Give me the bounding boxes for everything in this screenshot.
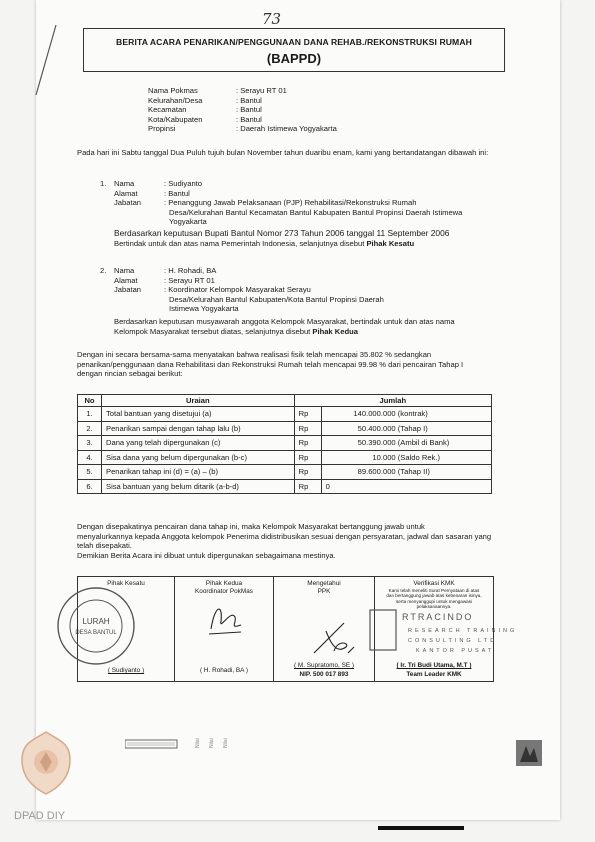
acting-text: Kelompok Masyarakat tersebut diatas, selanjutnya disebut: [114, 326, 313, 336]
closing-line: Demikian Berita Acara ini dibuat untuk dipergunakan sebagaimana mestinya.: [77, 550, 336, 560]
info-label: Propinsi: [148, 124, 176, 134]
row-amount: 10.000: [372, 452, 396, 462]
signatory-nip: NIP. 500 017 893: [299, 671, 349, 678]
table-row: [78, 407, 492, 422]
row-number: 1.: [78, 407, 102, 422]
bottom-stamp-marks: [125, 736, 245, 756]
info-value: : Daerah Istimewa Yogyakarta: [236, 124, 337, 134]
legal-basis: Berdasarkan keputusan musyawarah anggota Kelompok Masyarakat, bertindak untuk dan atas nama: [114, 316, 455, 326]
row-number: 2.: [78, 421, 102, 436]
handwritten-signature: [205, 599, 245, 639]
field-label: Alamat: [114, 275, 138, 285]
svg-text:CONSULTING LTD: CONSULTING LTD: [408, 638, 498, 644]
row-currency: Rp: [294, 450, 321, 465]
table-header-row: [78, 395, 492, 407]
field-label: Nama: [114, 179, 135, 188]
svg-text:KANTOR PUSAT: KANTOR PUSAT: [416, 648, 495, 654]
signatory-name: ( Ir. Tri Budi Utama, M.T ): [396, 662, 472, 669]
field-label: Nama: [114, 266, 135, 275]
row-note: (Ambil di Bank): [397, 438, 450, 448]
row-description: Total bantuan yang disetujui (a): [102, 407, 295, 422]
field-value: : Bantul: [164, 188, 190, 198]
svg-text:RESEARCH TRAINING: RESEARCH TRAINING: [408, 628, 518, 634]
document-subtitle: (BAPPD): [266, 51, 322, 66]
info-label: Kelurahan/Desa: [148, 95, 203, 105]
row-amount: 50.390.000: [357, 438, 396, 448]
info-value: : Bantul: [236, 95, 262, 105]
field-value: : Koordinator Kelompok Masyarakat Serayu: [164, 285, 311, 295]
fund-table: [77, 394, 492, 494]
table-row: [78, 479, 492, 494]
row-number: 5.: [78, 465, 102, 480]
party-number: 2.: [100, 266, 107, 275]
dpad-seal-logo: [18, 730, 74, 796]
party-two: [100, 266, 499, 336]
row-description: Dana yang telah dipergunakan (c): [102, 436, 295, 451]
handwritten-signature: [308, 617, 358, 661]
row-description: Penarikan sampai dengan tahap lalu (b): [102, 421, 295, 436]
verification-note: Kami telah meneliti Surat Pernyataan di atas dan bertanggung jawab atas kebenaran isinya, serta menyanggupi untuk mengawasi pelaksanaannya.: [386, 587, 482, 610]
row-note: (Tahap II): [397, 467, 430, 477]
row-amount: 0: [325, 481, 330, 491]
party-designation: Pihak Kesatu: [366, 238, 415, 248]
row-amount: 50.400.000: [357, 423, 396, 433]
signature-ppk: [274, 577, 375, 681]
field-value: Desa/Kelurahan Bantul Kabupaten/Kota Bantul Propinsi Daerah: [169, 294, 384, 304]
row-note: (Tahap I): [397, 423, 428, 433]
scan-edge-bar: [378, 826, 464, 830]
field-value: : H. Rohadi, BA: [164, 266, 217, 275]
pokmas-info: [148, 86, 337, 134]
field-value: Desa/Kelurahan Bantul Kecamatan Bantul Kabupaten Bantul Propinsi Daerah Istimewa: [169, 207, 463, 217]
closing-paragraph: [77, 522, 497, 560]
signature-role: Koordinator PokMas: [195, 587, 253, 595]
row-amount: 140.000.000: [353, 409, 396, 419]
svg-text:RTRACINDO: RTRACINDO: [402, 612, 474, 622]
row-description: Penarikan tahap ini (d) = (a) – (b): [102, 465, 295, 480]
page-number: 73: [262, 10, 282, 28]
info-label: Nama Pokmas: [148, 86, 198, 95]
field-value: Istimewa Yogyakarta: [169, 304, 239, 314]
decorative-stamp-icon: [514, 738, 544, 768]
svg-text:LURAH: LURAH: [82, 617, 110, 626]
info-value: : Serayu RT 01: [236, 86, 287, 95]
field-value: : Sudiyanto: [164, 179, 202, 188]
svg-text:Nilai: Nilai: [209, 738, 215, 748]
table-row: [78, 436, 492, 451]
closing-line: menyalurkannya kepada Anggota kelompok Penerima didistribusikan sesuai dengan persyaratan, jadwal dan sasaran yang: [77, 531, 492, 541]
table-row: [78, 450, 492, 465]
header-no: No: [78, 395, 102, 407]
svg-text:Nilai: Nilai: [195, 738, 201, 748]
row-currency: Rp: [294, 436, 321, 451]
info-value: : Bantul: [236, 114, 262, 124]
watermark: DPAD DIY: [14, 810, 66, 822]
field-label: Alamat: [114, 188, 138, 198]
company-stamp: [368, 606, 528, 666]
row-amount: 89.600.000: [357, 467, 396, 477]
svg-text:Nilai: Nilai: [223, 738, 229, 748]
row-description: Sisa bantuan yang belum ditarik (a-b-d): [102, 479, 295, 494]
statement-paragraph: [77, 350, 497, 379]
row-number: 4.: [78, 450, 102, 465]
row-currency: Rp: [294, 465, 321, 480]
row-note: (kontrak): [397, 409, 428, 419]
info-label: Kecamatan: [148, 105, 187, 115]
row-number: 3.: [78, 436, 102, 451]
acting-text: Bertindak untuk dan atas nama Pemerintah Indonesia, selanjutnya disebut: [114, 238, 367, 248]
field-value: : Penanggung Jawab Pelaksanaan (PJP) Rehabilitasi/Rekonstruksi Rumah: [164, 198, 417, 208]
info-label: Kota/Kabupaten: [148, 114, 203, 124]
party-designation: Pihak Kedua: [312, 326, 358, 336]
signatory-name: ( H. Rohadi, BA ): [200, 667, 248, 674]
signatory-name: ( Sudiyanto ): [107, 667, 145, 674]
legal-basis: Berdasarkan keputusan Bupati Bantul Nomor 273 Tahun 2006 tanggal 11 September 2006: [114, 227, 450, 238]
signatory-name: ( M. Supratomo, SE ): [293, 662, 355, 669]
row-note: (Saldo Rek.): [397, 452, 440, 462]
statement-line: dengan rincian sebagai berikut:: [77, 369, 183, 379]
party-number: 1.: [100, 179, 107, 188]
row-description: Sisa dana yang belum dipergunakan (b-c): [102, 450, 295, 465]
statement-line: Dengan ini secara bersama-sama menyatakan bahwa realisasi fisik telah mencapai 35.802 % sedangkan: [77, 350, 432, 359]
header-jumlah: Jumlah: [294, 395, 491, 407]
header-uraian: Uraian: [102, 395, 295, 407]
row-currency: Rp: [294, 407, 321, 422]
row-number: 6.: [78, 479, 102, 494]
signature-heading: Verifikasi KMK: [413, 580, 455, 587]
row-currency: Rp: [294, 421, 321, 436]
village-stamp: [54, 584, 138, 668]
signature-heading: Mengetahui: [307, 580, 341, 587]
signatory-title: Team Leader KMK: [406, 671, 462, 678]
statement-line: penarikan/penggunaan dana Rehabilitasi dan Rekonstruksi Rumah telah mencapai 99.98 % dari pencairan Tahap I: [77, 359, 464, 369]
document-title: BERITA ACARA PENARIKAN/PENGGUNAAN DANA REHAB./REKONSTRUKSI RUMAH: [116, 37, 472, 47]
field-value: Yogyakarta: [169, 217, 207, 227]
info-value: : Bantul: [236, 105, 262, 115]
closing-line: Dengan disepakatinya pencairan dana tahap ini, maka Kelompok Masyarakat bertanggung jawab untuk: [77, 522, 425, 531]
row-currency: Rp: [294, 479, 321, 494]
signature-pihak-kedua: [175, 577, 274, 681]
field-label: Jabatan: [114, 285, 142, 295]
signature-heading: Pihak Kesatu: [107, 580, 145, 587]
field-label: Jabatan: [114, 198, 142, 208]
table-row: [78, 465, 492, 480]
table-row: [78, 421, 492, 436]
document-header: [83, 28, 505, 72]
folded-corner-mark: [26, 20, 66, 100]
closing-line: telah disepakati.: [77, 541, 132, 551]
party-one: [100, 179, 499, 248]
field-value: : Serayu RT 01: [164, 275, 215, 285]
signature-heading: Pihak Kedua: [205, 580, 243, 587]
intro-paragraph: Pada hari ini Sabtu tanggal Dua Puluh tujuh bulan November tahun duaribu enam, kami yang bertandatangan dibawah ini:: [77, 148, 489, 157]
svg-text:DESA BANTUL: DESA BANTUL: [75, 630, 117, 636]
signature-role: PPK: [317, 587, 331, 595]
